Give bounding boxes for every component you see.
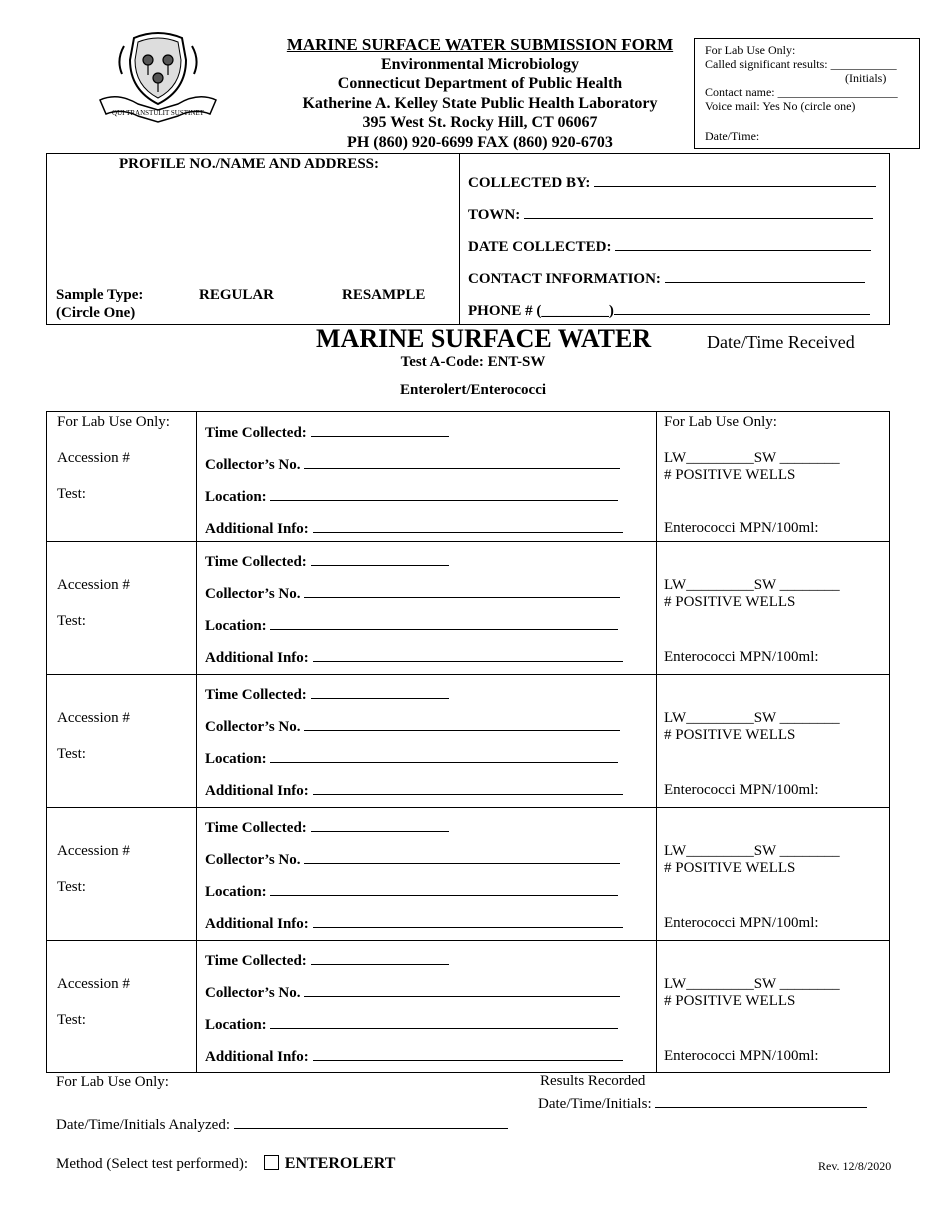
collectors-no-field[interactable]: Collector’s No.	[205, 718, 620, 736]
additional-info-field[interactable]: Additional Info:	[205, 1048, 623, 1066]
additional-info-field[interactable]: Additional Info:	[205, 520, 623, 538]
lw-sw-field[interactable]: LW_________SW ________	[664, 450, 840, 466]
header-line: Environmental Microbiology	[380, 55, 580, 73]
regular-option[interactable]: REGULAR	[199, 287, 275, 303]
seal-motto: QUI TRANSTULIT SUSTINET	[112, 109, 204, 117]
header-line: Katherine A. Kelley State Public Health Laboratory	[302, 94, 658, 112]
enterolert-checkbox[interactable]	[264, 1155, 279, 1170]
test-code: Test A-Code: ENT-SW	[400, 354, 546, 370]
resample-option[interactable]: RESAMPLE	[342, 287, 426, 303]
time-collected-field[interactable]: Time Collected:	[205, 819, 449, 837]
time-collected-field[interactable]: Time Collected:	[205, 952, 449, 970]
positive-wells-label: # POSITIVE WELLS	[664, 860, 796, 876]
profile-heading: PROFILE NO./NAME AND ADDRESS:	[119, 156, 380, 172]
time-collected-field[interactable]: Time Collected:	[205, 553, 449, 571]
location-field[interactable]: Location:	[205, 750, 618, 768]
form-title: MARINE SURFACE WATER SUBMISSION FORM	[286, 35, 674, 54]
lab-box-title: For Lab Use Only:	[705, 43, 796, 57]
positive-wells-label: # POSITIVE WELLS	[664, 467, 796, 483]
voicemail-field[interactable]: Voice mail: Yes No (circle one)	[705, 99, 856, 113]
test-field[interactable]: Test:	[57, 486, 86, 502]
analyzed-field[interactable]: Date/Time/Initials Analyzed:	[56, 1116, 508, 1134]
location-field[interactable]: Location:	[205, 488, 618, 506]
header-line: PH (860) 920-6699 FAX (860) 920-6703	[347, 133, 613, 151]
location-field[interactable]: Location:	[205, 617, 618, 635]
results-recorded-label: Results Recorded	[540, 1073, 646, 1089]
time-collected-field[interactable]: Time Collected:	[205, 686, 449, 704]
revision-date: Rev. 12/8/2020	[818, 1159, 892, 1173]
lab-datetime-field[interactable]: Date/Time:	[705, 129, 760, 143]
header-line: 395 West St. Rocky Hill, CT 06067	[362, 114, 598, 131]
state-seal-logo	[98, 30, 218, 125]
test-field[interactable]: Test:	[57, 879, 86, 895]
town-field[interactable]: TOWN:	[468, 206, 873, 224]
method-select	[56, 1155, 395, 1173]
additional-info-field[interactable]: Additional Info:	[205, 915, 623, 933]
mpn-field[interactable]: Enterococci MPN/100ml:	[664, 649, 819, 665]
accession-field[interactable]: Accession #	[57, 577, 130, 593]
date-collected-field[interactable]: DATE COLLECTED:	[468, 238, 871, 256]
additional-info-field[interactable]: Additional Info:	[205, 782, 623, 800]
test-field[interactable]: Test:	[57, 1012, 86, 1028]
lab-use-only-label: For Lab Use Only:	[664, 414, 777, 430]
contact-name-field[interactable]: Contact name: ____________________	[705, 85, 898, 99]
collectors-no-field[interactable]: Collector’s No.	[205, 984, 620, 1002]
mpn-field[interactable]: Enterococci MPN/100ml:	[664, 915, 819, 931]
initials-label: (Initials)	[845, 71, 887, 85]
lw-sw-field[interactable]: LW_________SW ________	[664, 577, 840, 593]
mpn-field[interactable]: Enterococci MPN/100ml:	[664, 1048, 819, 1064]
profile-section	[46, 153, 890, 325]
time-collected-field[interactable]: Time Collected:	[205, 424, 449, 442]
accession-field[interactable]: Accession #	[57, 710, 130, 726]
collectors-no-field[interactable]: Collector’s No.	[205, 851, 620, 869]
mpn-field[interactable]: Enterococci MPN/100ml:	[664, 520, 819, 536]
contact-information-field[interactable]: CONTACT INFORMATION:	[468, 270, 865, 288]
lab-use-only-label: For Lab Use Only:	[57, 414, 170, 430]
positive-wells-label: # POSITIVE WELLS	[664, 594, 796, 610]
header-line: Connecticut Department of Public Health	[337, 75, 623, 92]
location-field[interactable]: Location:	[205, 1016, 618, 1034]
collectors-no-field[interactable]: Collector’s No.	[205, 456, 620, 474]
test-field[interactable]: Test:	[57, 613, 86, 629]
accession-field[interactable]: Accession #	[57, 843, 130, 859]
footer-lab-use-label: For Lab Use Only:	[56, 1074, 169, 1090]
section-title: MARINE SURFACE WATER	[316, 324, 652, 353]
additional-info-field[interactable]: Additional Info:	[205, 649, 623, 667]
lw-sw-field[interactable]: LW_________SW ________	[664, 976, 840, 992]
collectors-no-field[interactable]: Collector’s No.	[205, 585, 620, 603]
test-field[interactable]: Test:	[57, 746, 86, 762]
test-method: Enterolert/Enterococci	[399, 382, 547, 398]
lw-sw-field[interactable]: LW_________SW ________	[664, 710, 840, 726]
mpn-field[interactable]: Enterococci MPN/100ml:	[664, 782, 819, 798]
lab-use-box	[694, 38, 920, 149]
circle-one-label: (Circle One)	[56, 305, 136, 321]
accession-field[interactable]: Accession #	[57, 976, 130, 992]
collected-by-field[interactable]: COLLECTED BY:	[468, 174, 876, 192]
sample-type-label: Sample Type:	[56, 287, 144, 303]
enterolert-label: ENTEROLERT	[284, 1155, 396, 1172]
date-time-received-label: Date/Time Received	[707, 332, 855, 352]
location-field[interactable]: Location:	[205, 883, 618, 901]
phone-field[interactable]: PHONE # (_________)	[468, 302, 870, 320]
positive-wells-label: # POSITIVE WELLS	[664, 993, 796, 1009]
sample-grid	[46, 411, 890, 1073]
accession-field[interactable]: Accession #	[57, 450, 130, 466]
results-initials-field[interactable]: Date/Time/Initials:	[538, 1095, 867, 1113]
lw-sw-field[interactable]: LW_________SW ________	[664, 843, 840, 859]
form-header	[250, 35, 710, 152]
positive-wells-label: # POSITIVE WELLS	[664, 727, 796, 743]
called-results-field[interactable]: Called significant results: ___________	[705, 57, 897, 71]
method-label: Method (Select test performed):	[56, 1156, 249, 1172]
